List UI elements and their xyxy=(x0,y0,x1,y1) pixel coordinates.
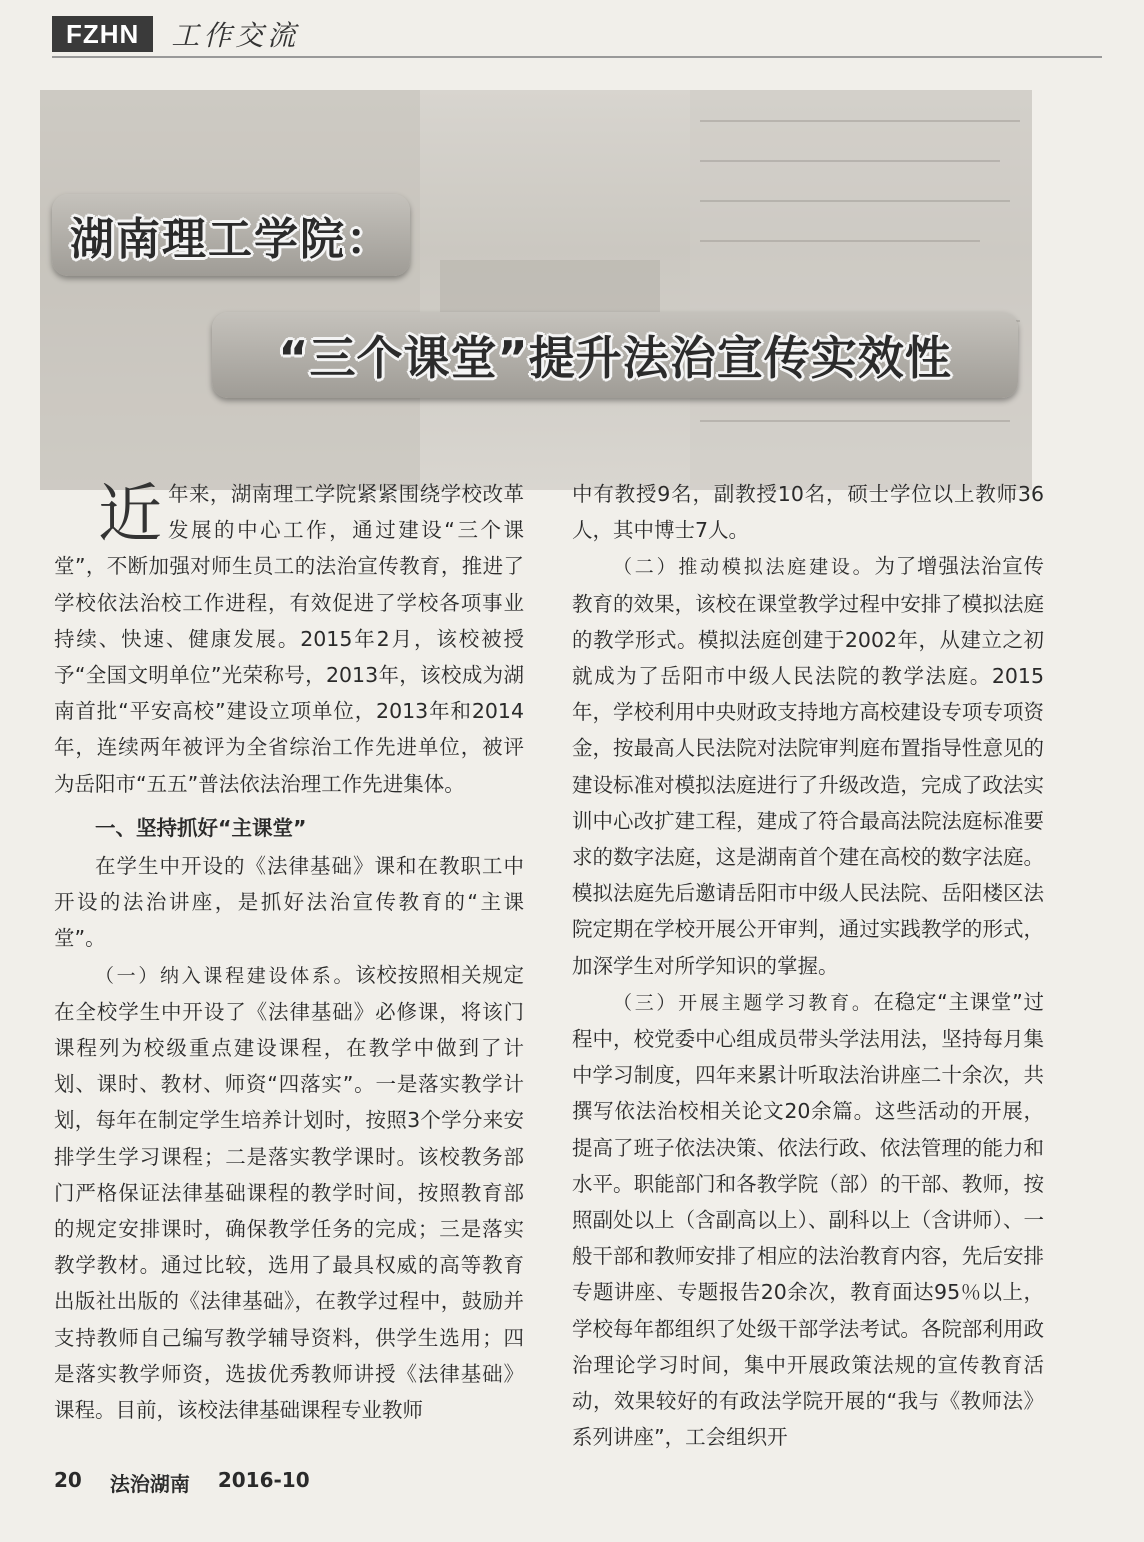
title-plate-1 xyxy=(52,194,410,276)
header-rule xyxy=(52,56,1102,58)
sub3-heading: （三）开展主题学习教育。 xyxy=(613,991,874,1014)
issue-date: 2016-10 xyxy=(217,1468,310,1492)
sub3-text: 在稳定“主课堂”过程中，校党委中心组成员带头学法用法，坚持每月集中学习制度，四年来累计听取法治讲座二十余次，共撰写依法治校相关论文20余篇。这些活动的开展，提高了班子依法决策、依法行政、依法管理的能力和水平。职能部门和各教学院（部）的干部、教师，按照副处以上（含副高以上）、副科以上（含讲师）、一般干部和教师安排了相应的法治教育内容，先后安排专题讲座、专题报告20余次，教育面达95％以上，学校每年都组织了处级干部学法考试。各院部利用政治理论学习时间，集中开展政策法规的宣传教育活动，效果较好的有政法学院开展的“我与《教师法》系列讲座”，工会组织开 xyxy=(572,989,1044,1450)
magazine-name: 法治湖南 xyxy=(109,1472,190,1496)
title-plate-2 xyxy=(212,312,1018,398)
sub1-paragraph xyxy=(54,957,524,1429)
sub3-paragraph xyxy=(572,984,1044,1456)
sub2-paragraph xyxy=(572,548,1044,983)
title-line-2: “三个课堂”提升法治宣传实效性 xyxy=(278,331,952,385)
page-number: 20 xyxy=(54,1468,82,1492)
left-column xyxy=(54,476,524,1428)
section1-paragraph: 在学生中开设的《法律基础》课和在教职工中开设的法治讲座，是抓好法治宣传教育的“主课堂”。 xyxy=(54,854,524,951)
hero-photo xyxy=(40,90,1032,490)
sub2-heading: （二）推动模拟法庭建设。 xyxy=(613,556,875,579)
right-column xyxy=(572,476,1044,1455)
intro-text: 年来，湖南理工学院紧紧围绕学校改革发展的中心工作，通过建设“三个课堂”，不断加强对师生员工的法治宣传教育，推进了学校依法治校工作进程，有效促进了学校各项事业持续、快速、健康发展。2015年2月，该校被授予“全国文明单位”光荣称号，2013年，该校成为湖南首批“平安高校”建设立项单位，2013年和2014年，连续两年被评为全省综治工作先进单位，被评为岳阳市“五五”普法依法治理工作先进集体。 xyxy=(54,482,524,796)
page-header xyxy=(52,14,299,54)
sub1-text: 该校按照相关规定在全校学生中开设了《法律基础》必修课，将该门课程列为校级重点建设课程，在教学中做到了计划、课时、教材、师资“四落实”。一是落实教学计划，每年在制定学生培养计划时，按照3个学分来安排学生学习课程；二是落实教学课时。该校教务部门严格保证法律基础课程的教学时间，按照教育部的规定安排课时，确保教学任务的完成；三是落实教学教材。通过比较，选用了最具权威的高等教育出版社出版的《法律基础》，在教学过程中，鼓励并支持教师自己编写教学辅导资料，供学生选用；四是落实教学师资，选拔优秀教师讲授《法律基础》课程。目前，该校法律基础课程专业教师 xyxy=(54,962,524,1423)
magazine-logo: FZHN xyxy=(52,16,153,52)
section1-heading: 一、坚持抓好“主课堂” xyxy=(95,815,307,840)
section-label: 工作交流 xyxy=(171,19,300,52)
continued-paragraph: 中有教授9名，副教授10名，硕士学位以上教师36人，其中博士7人。 xyxy=(572,482,1044,543)
sub1-heading: （一）纳入课程建设体系。 xyxy=(95,964,356,987)
title-line-1: 湖南理工学院： xyxy=(70,214,392,265)
intro-paragraph xyxy=(54,476,524,802)
page-footer xyxy=(54,1468,310,1497)
dropcap: 近 xyxy=(98,478,162,552)
sub2-text: 为了增强法治宣传教育的效果，该校在课堂教学过程中安排了模拟法庭的教学形式。模拟法庭创建于2002年，从建立之初就成为了岳阳市中级人民法院的教学法庭。2015年，学校利用中央财政支持地方高校建设专项专项资金，按最高人民法院对法院审判庭布置指导性意见的建设标准对模拟法庭进行了升级改造，完成了政法实训中心改扩建工程，建成了符合最高法院法庭标准要求的数字法庭，这是湖南首个建在高校的数字法庭。模拟法庭先后邀请岳阳市中级人民法院、岳阳楼区法院定期在学校开展公开审判，通过实践教学的形式，加深学生对所学知识的掌握。 xyxy=(572,554,1044,978)
